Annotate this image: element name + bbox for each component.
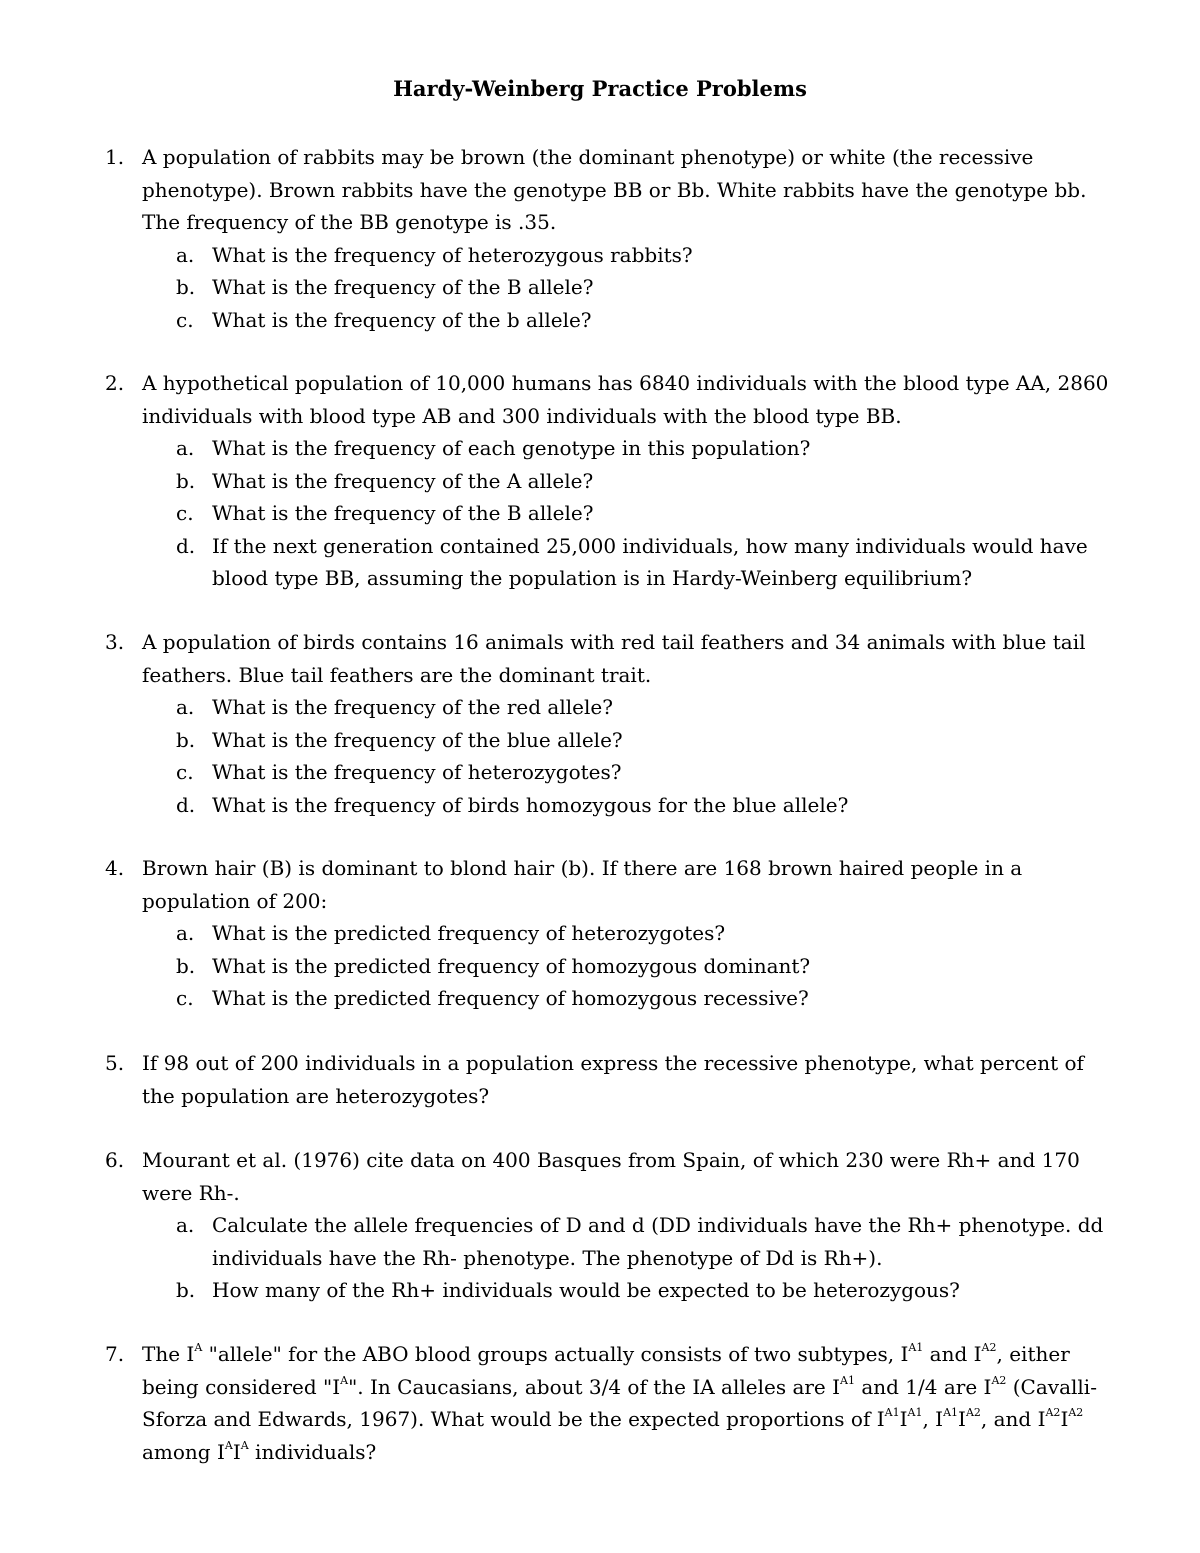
problem-part xyxy=(176,724,1115,757)
superscript: A1 xyxy=(884,1406,900,1420)
part-text: What is the frequency of heterozygous rabbits? xyxy=(212,242,693,267)
superscript: A1 xyxy=(943,1406,959,1420)
superscript: A1 xyxy=(907,1406,923,1420)
part-text: Calculate the allele frequencies of D and d (DD individuals have the Rh+ phenotype. dd individuals have the Rh- phenotype. The phenotype of Dd is Rh+). xyxy=(212,1213,1104,1270)
superscript: A2 xyxy=(991,1373,1007,1387)
part-letter: d. xyxy=(176,533,196,558)
text-run: (Cavalli-Sforza and Edwards, 1967). What would be the expected proportions of I xyxy=(142,1374,1097,1431)
part-letter: c. xyxy=(176,760,194,784)
superscript: A1 xyxy=(908,1341,924,1355)
problem-text xyxy=(142,1338,1115,1468)
part-letter: b. xyxy=(176,727,196,752)
problem-4 xyxy=(105,852,1115,1015)
problem-text: Brown hair (B) is dominant to blond hair (b). If there are 168 brown haired people in a population of 200: xyxy=(142,856,1023,913)
problem-2 xyxy=(105,367,1115,595)
part-text: What is the frequency of the blue allele? xyxy=(212,727,623,752)
problem-part xyxy=(176,239,1115,272)
part-letter: a. xyxy=(176,242,195,267)
problem-part xyxy=(176,530,1115,595)
part-text: What is the frequency of the B allele? xyxy=(212,275,594,299)
problem-part xyxy=(176,1209,1115,1274)
text-run: The I xyxy=(142,1342,195,1366)
superscript: A2 xyxy=(981,1341,997,1355)
part-letter: a. xyxy=(176,1213,195,1237)
problem-3 xyxy=(105,626,1115,821)
superscript: A2 xyxy=(965,1406,981,1420)
text-run: , I xyxy=(922,1407,944,1431)
text-run: I xyxy=(1060,1407,1069,1431)
problem-part xyxy=(176,982,1115,1015)
problem-1 xyxy=(105,141,1115,336)
superscript: A1 xyxy=(840,1373,855,1387)
part-text: What is the frequency of each genotype in this population? xyxy=(212,436,811,460)
part-letter: a. xyxy=(176,921,195,945)
problem-number: 2. xyxy=(105,371,125,395)
problem-text: If 98 out of 200 individuals in a population express the recessive phenotype, what percent of the population are heterozygotes? xyxy=(142,1051,1084,1108)
problem-part xyxy=(176,789,1115,822)
text-run: and 1/4 are I xyxy=(854,1374,992,1399)
superscript: A2 xyxy=(1068,1406,1084,1420)
text-run: I xyxy=(958,1407,966,1431)
problem-part xyxy=(176,271,1115,304)
part-letter: c. xyxy=(176,501,194,525)
page-title: Hardy-Weinberg Practice Problems xyxy=(393,76,807,101)
part-letter: c. xyxy=(176,986,194,1010)
part-letter: b. xyxy=(176,1278,196,1302)
text-run: I xyxy=(232,1439,241,1464)
problem-7 xyxy=(105,1338,1115,1468)
problem-number: 3. xyxy=(105,630,125,654)
text-run: among I xyxy=(142,1439,225,1464)
part-text: What is the frequency of the red allele? xyxy=(212,695,613,719)
problem-part xyxy=(176,917,1115,950)
problem-text: Mourant et al. (1976) cite data on 400 Basques from Spain, of which 230 were Rh+ and 170 were Rh-. xyxy=(142,1148,1080,1205)
part-text: What is the predicted frequency of heterozygotes? xyxy=(212,921,726,945)
problem-number: 7. xyxy=(105,1342,125,1366)
text-run: "allele" for the ABO blood groups actually consists of two subtypes, I xyxy=(202,1342,909,1366)
problem-number: 4. xyxy=(105,856,125,880)
text-run: individuals? xyxy=(248,1439,377,1464)
superscript: A xyxy=(194,1341,203,1355)
part-text: If the next generation contained 25,000 individuals, how many individuals would have blood type BB, assuming the population is in Hardy-Weinberg equilibrium? xyxy=(212,533,1088,590)
part-letter: d. xyxy=(176,792,196,817)
text-run: , and I xyxy=(980,1407,1046,1431)
part-text: What is the frequency of the B allele? xyxy=(212,501,594,525)
superscript: A xyxy=(240,1438,249,1452)
part-text: What is the frequency of birds homozygous for the blue allele? xyxy=(212,792,849,817)
problem-part xyxy=(176,304,1115,337)
part-letter: b. xyxy=(176,468,196,493)
problem-text: A population of birds contains 16 animals with red tail feathers and 34 animals with blue tail feathers. Blue tail feathers are the dominant trait. xyxy=(142,630,1086,687)
part-text: What is the predicted frequency of homozygous recessive? xyxy=(212,986,809,1010)
text-run: , either being considered "I xyxy=(142,1342,1070,1399)
text-run: and I xyxy=(923,1342,982,1366)
part-letter: a. xyxy=(176,695,195,719)
part-text: What is the frequency of the b allele? xyxy=(212,307,592,332)
part-text: How many of the Rh+ individuals would be expected to be heterozygous? xyxy=(212,1278,960,1302)
problem-part xyxy=(176,432,1115,465)
part-letter: a. xyxy=(176,436,195,460)
part-letter: b. xyxy=(176,275,196,299)
superscript: A2 xyxy=(1045,1406,1061,1420)
problem-text: A hypothetical population of 10,000 humans has 6840 individuals with the blood type AA, 2860 individuals with blood type AB and 300 individuals with the blood type BB. xyxy=(142,371,1109,428)
problem-part xyxy=(176,950,1115,983)
part-text: What is the predicted frequency of homozygous dominant? xyxy=(212,953,811,978)
problem-6 xyxy=(105,1144,1115,1307)
problem-part xyxy=(176,1274,1115,1307)
problem-part xyxy=(176,465,1115,498)
problem-number: 6. xyxy=(105,1148,125,1172)
problem-part xyxy=(176,497,1115,530)
part-text: What is the frequency of the A allele? xyxy=(212,468,594,493)
problem-number: 1. xyxy=(105,145,125,169)
part-letter: c. xyxy=(176,307,194,332)
problem-5 xyxy=(105,1047,1115,1112)
superscript: A xyxy=(340,1373,349,1387)
problem-text: A population of rabbits may be brown (the dominant phenotype) or white (the recessive phenotype). Brown rabbits have the genotype BB or Bb. White rabbits have the genotype bb. The frequency of the BB genotype is .35. xyxy=(142,145,1087,234)
superscript: A xyxy=(224,1438,233,1452)
part-letter: b. xyxy=(176,953,196,978)
text-run: ". In Caucasians, about 3/4 of the IA alleles are I xyxy=(348,1374,841,1399)
part-text: What is the frequency of heterozygotes? xyxy=(212,760,622,784)
problem-part xyxy=(176,691,1115,724)
text-run: I xyxy=(899,1407,908,1431)
problem-part xyxy=(176,756,1115,789)
problem-number: 5. xyxy=(105,1051,125,1075)
